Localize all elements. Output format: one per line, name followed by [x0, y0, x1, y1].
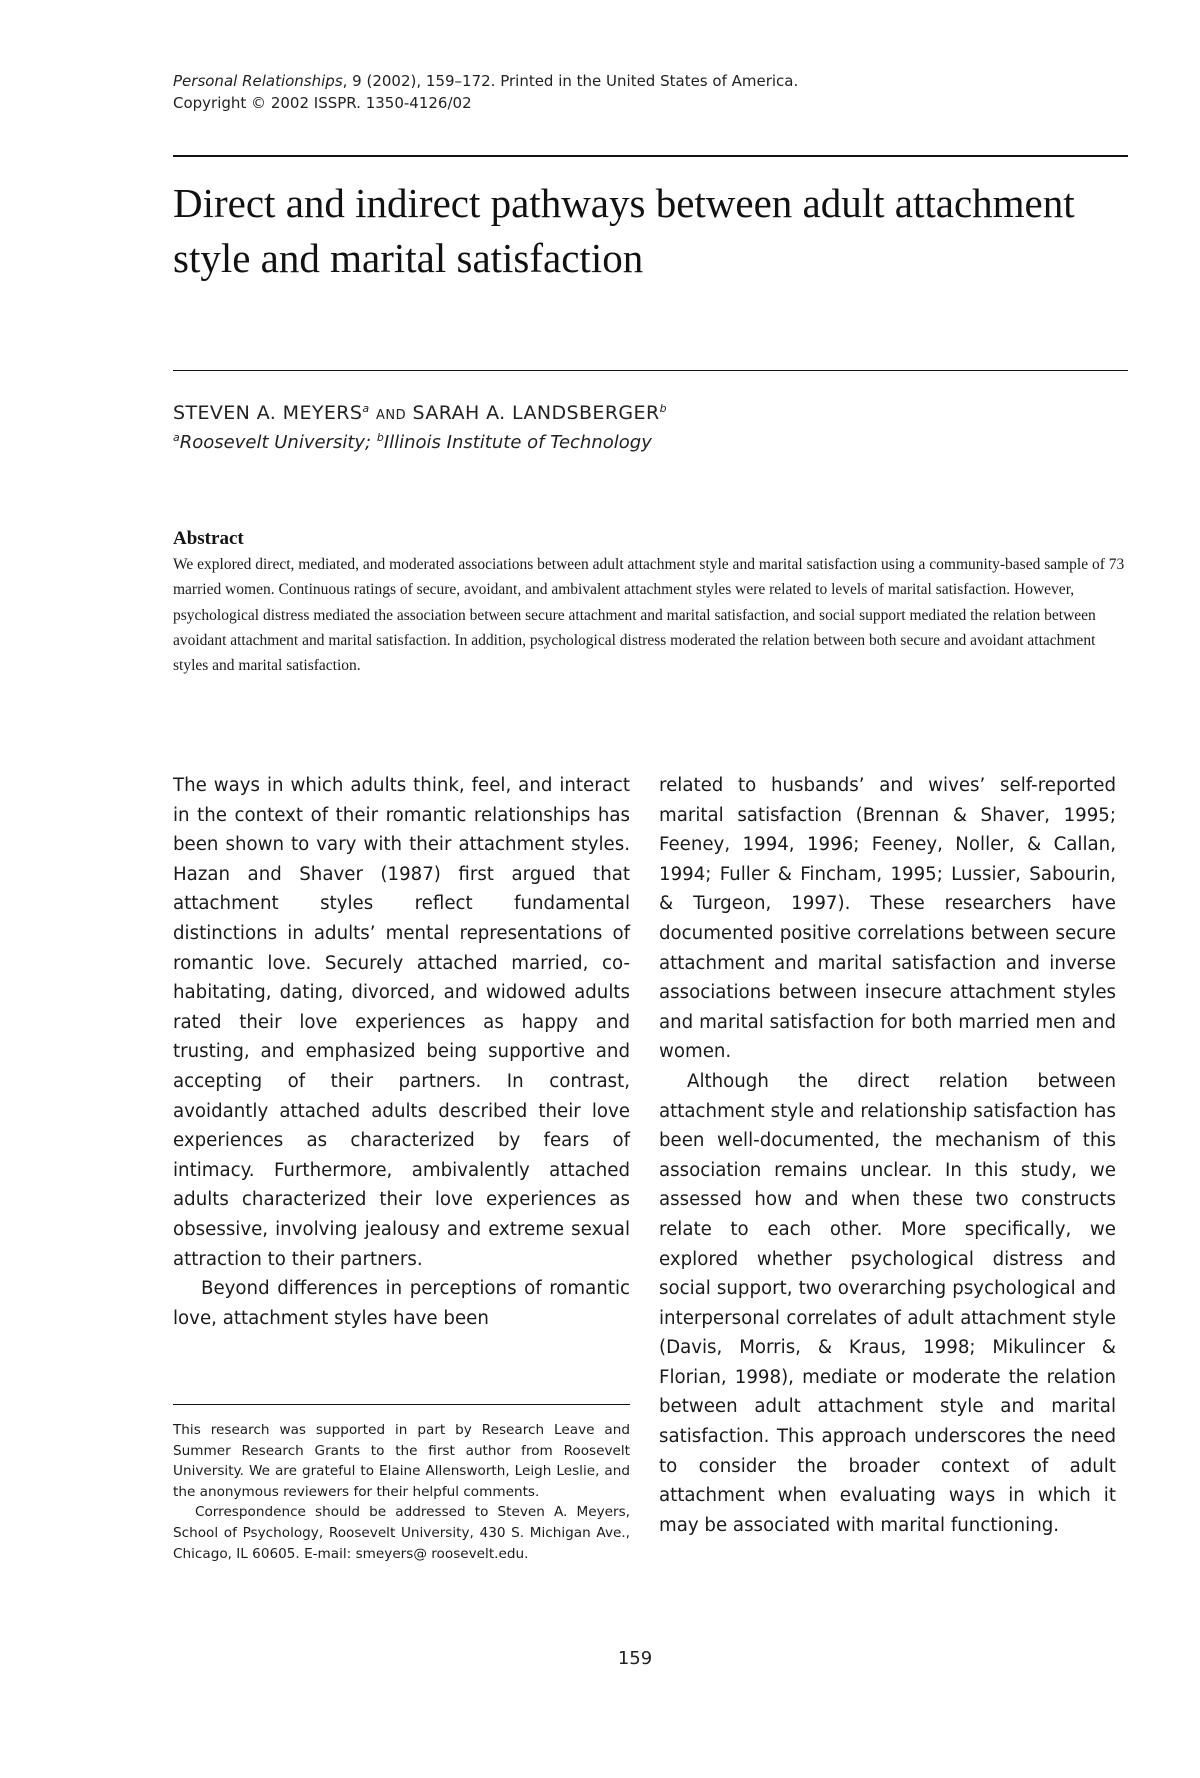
footnotes	[173, 1420, 630, 1564]
citation-details: , 9 (2002), 159–172. Printed in the United States of America.	[342, 72, 799, 90]
copyright-line: Copyright © 2002 ISSPR. 1350-4126/02	[173, 94, 472, 112]
affiliation-line	[173, 425, 1128, 456]
body-paragraph: The ways in which adults think, feel, and interact in the context of their romantic relationships has been shown to vary with their attachment styles. Hazan and Shaver (1987) first argued that attachment styles reflect fundamental distinctions in adults’ mental representations of romantic love. Securely attached married, co-habitating, dating, divorced, and widowed adults rated their love experiences as happy and trusting, and emphasized being supportive and accepting of their partners. In contrast, avoidantly attached adults described their love experiences as characterized by fears of intimacy. Furthermore, ambivalently attached adults characterized their love experiences as obsessive, involving jealousy and extreme sexual attraction to their partners.	[173, 775, 630, 1270]
affiliation: Illinois Institute of Technology	[383, 432, 652, 453]
body-paragraph: Although the direct relation between attachment style and relationship satisfaction has been well-documented, the mechanism of this association remains unclear. In this study, we assessed how and when these two constructs relate to each other. More specifically, we explored whether psychological distress and social support, two overarching psychological and interpersonal correlates of adult attachment style (Davis, Morris, & Kraus, 1998; Mikulincer & Florian, 1998), mediate or moderate the relation between adult attachment style and marital satisfaction. This approach underscores the need to consider the broader context of adult attachment when evaluating ways in which it may be associated with marital functioning.	[659, 1070, 1116, 1536]
author-name: STEVEN A. MEYERS	[173, 402, 363, 424]
body-column-right	[659, 771, 1116, 1540]
author-superscript: b	[659, 402, 667, 415]
abstract-text: We explored direct, mediated, and moderated associations between adult attachment style and marital satisfaction using a community-based sample of 73 married women. Continuous ratings of secure, avoidant, and ambivalent attachment styles were related to levels of marital satisfaction. However, psychological distress mediated the association between secure attachment and marital satisfaction, and social support mediated the relation between avoidant attachment and marital satisfaction. In addition, psychological distress moderated the relation between both secure and avoidant attachment styles and marital satisfaction.	[173, 556, 1125, 675]
body-paragraph: related to husbands’ and wives’ self-reported marital satisfaction (Brennan & Shaver, 1995; Feeney, 1994, 1996; Feeney, Noller, & Callan, 1994; Fuller & Fincham, 1995; Lussier, Sabourin, & Turgeon, 1997). These researchers have documented positive correlations between secure attachment and marital satisfaction and inverse associations between insecure attachment styles and marital satisfaction for both married men and women.	[659, 775, 1116, 1063]
journal-header	[173, 70, 1073, 114]
affiliation-superscript: b	[376, 431, 384, 444]
article-title: Direct and indirect pathways between adult attachment style and marital satisfaction	[173, 180, 1075, 281]
author-name: SARAH A. LANDSBERGER	[412, 402, 660, 424]
body-paragraph: Beyond differences in perceptions of romantic love, attachment styles have been	[173, 1278, 630, 1329]
page-number: 159	[617, 1648, 653, 1669]
affiliation-superscript: a	[173, 431, 180, 444]
author-superscript: a	[362, 402, 370, 415]
abstract-heading: Abstract	[173, 528, 244, 549]
title-rule	[173, 370, 1128, 371]
top-rule	[173, 155, 1128, 157]
author-conjunction: AND	[375, 408, 407, 423]
footnote-rule	[173, 1404, 630, 1405]
footnote: Correspondence should be addressed to Steven A. Meyers, School of Psychology, Roosevelt University, 430 S. Michigan Ave., Chicago, IL 60605. E-mail: smeyers@ roosevelt.edu.	[173, 1504, 630, 1562]
body-column-left	[173, 771, 630, 1333]
footnote: This research was supported in part by Research Leave and Summer Research Grants to the first author from Roosevelt University. We are grateful to Elaine Allensworth, Leigh Leslie, and the anonymous reviewers for their helpful comments.	[173, 1422, 630, 1500]
affiliation: Roosevelt University;	[179, 432, 377, 453]
journal-name: Personal Relationships	[173, 72, 343, 90]
citation-line	[173, 70, 1073, 92]
